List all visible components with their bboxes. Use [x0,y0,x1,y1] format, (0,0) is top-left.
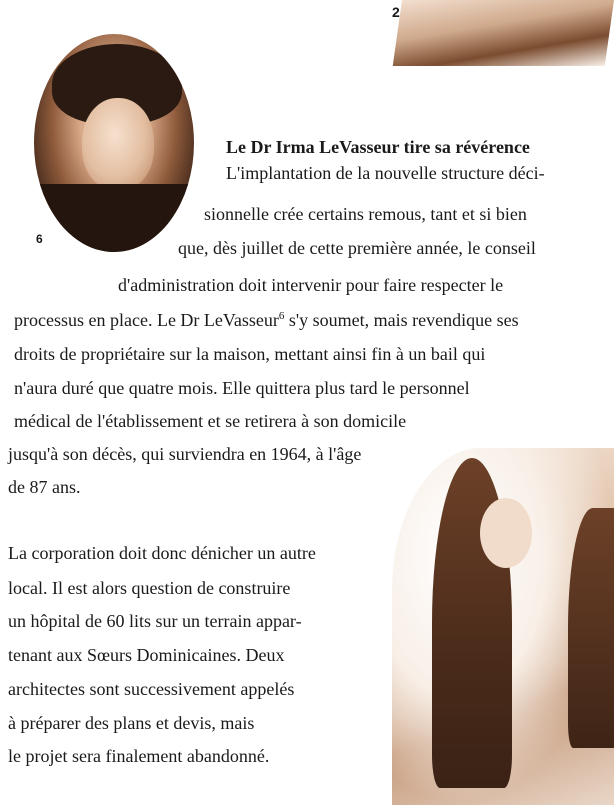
nun-veil-right [568,508,614,748]
paragraph2-line6: à préparer des plans et devis, mais [8,713,255,733]
nuns-photo [392,448,614,805]
paragraph1-line6: droits de propriétaire sur la maison, mettant ainsi fin à un bail qui [14,344,486,364]
paragraph1-line8: médical de l'établissement et se retirera à son domicile [14,411,407,431]
paragraph2-line2: local. Il est alors question de construire [8,578,291,598]
paragraph1-line5 [14,305,519,331]
portrait-photo [34,34,194,252]
section-title: Le Dr Irma LeVasseur tire sa révérence [226,137,530,157]
footnote-ref: 6 [278,310,285,322]
paragraph2-line3: un hôpital de 60 lits sur un terrain appar- [8,611,302,631]
photo-number-top: 2 [392,4,400,20]
paragraph1-line3: que, dès juillet de cette première année, le conseil [178,238,536,258]
paragraph1-line10: de 87 ans. [8,477,81,497]
paragraph2-line1: La corporation doit donc dénicher un autre [8,543,316,563]
portrait-number: 6 [36,232,43,246]
paragraph1-line2: sionnelle crée certains remous, tant et si bien [204,204,527,224]
paragraph1-line5-start: processus en place. Le Dr LeVasseur [14,310,279,330]
portrait-face [82,98,154,190]
photo-top-right [393,0,614,66]
paragraph2-line7: le projet sera finalement abandonné. [8,746,270,766]
paragraph1-line1: L'implantation de la nouvelle structure déci- [226,163,545,183]
paragraph2-line5: architectes sont successivement appelés [8,679,295,699]
paragraph2-line4: tenant aux Sœurs Dominicaines. Deux [8,645,285,665]
paragraph1-line7: n'aura duré que quatre mois. Elle quittera plus tard le personnel [14,378,470,398]
paragraph1-line5-end: s'y soumet, mais revendique ses [284,310,519,330]
nun-face [480,498,532,568]
portrait-coat [34,184,194,252]
paragraph1-line9: jusqu'à son décès, qui surviendra en 1964, à l'âge [8,444,362,464]
paragraph1-line4: d'administration doit intervenir pour faire respecter le [118,275,504,295]
